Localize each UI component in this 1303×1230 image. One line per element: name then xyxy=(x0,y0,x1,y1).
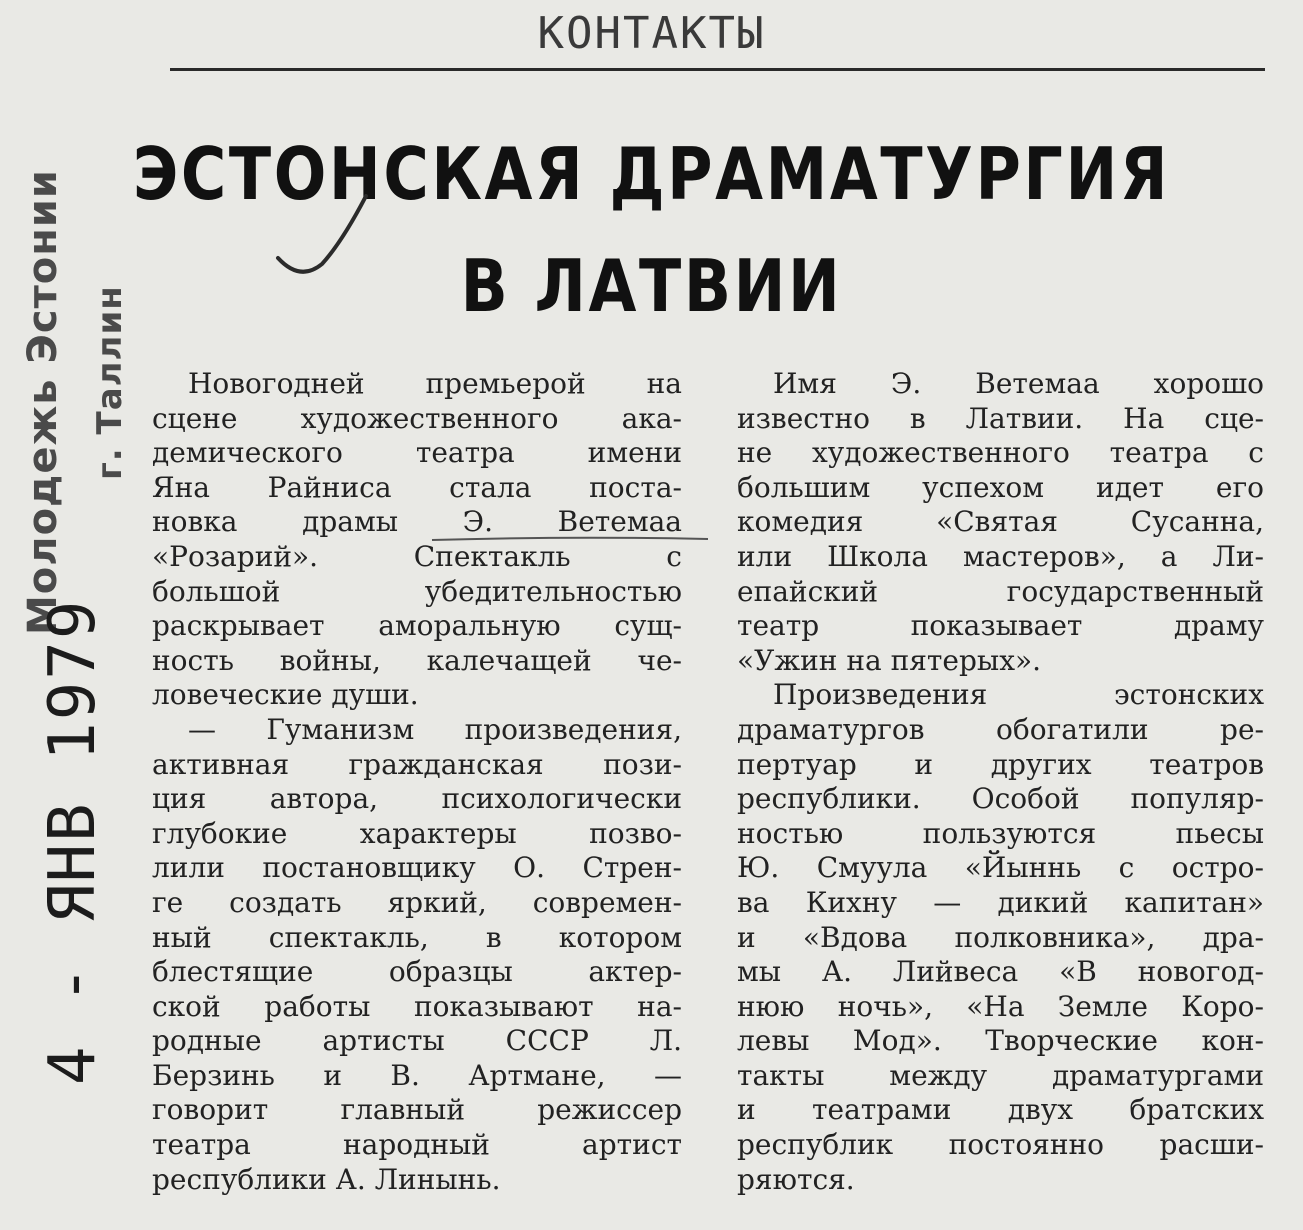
article-line: мы А. Лийвеса «В новогод- xyxy=(737,955,1264,989)
headline-line-1: ЭСТОНСКАЯ ДРАМАТУРГИЯ xyxy=(132,132,1171,216)
article-line: нюю ночь», «На Земле Коро- xyxy=(737,989,1264,1023)
pencil-underline xyxy=(430,534,710,544)
article-line: большим успехом идет его xyxy=(737,470,1264,504)
article-line: Имя Э. Ветемаа хорошо xyxy=(773,367,1264,400)
article-line: республики. Особой популяр- xyxy=(737,782,1264,816)
article-line: родные артисты СССР Л. xyxy=(152,1024,682,1058)
article-line: сцене художественного ака- xyxy=(152,401,682,435)
article-line: ность войны, калечащей че- xyxy=(152,643,682,677)
rubric-rule xyxy=(170,68,1265,71)
article-line: говорит главный режиссер xyxy=(152,1093,682,1127)
article-line: известно в Латвии. На сце- xyxy=(737,401,1264,435)
article-line: лили постановщику О. Стрен- xyxy=(152,851,682,885)
article-line: республики А. Линынь. xyxy=(152,1162,501,1196)
article-line: ге создать яркий, современ- xyxy=(152,885,682,919)
article-line: и театрами двух братских xyxy=(737,1093,1264,1127)
article-line: активная гражданская пози- xyxy=(152,747,682,781)
article-line: епайский государственный xyxy=(737,574,1264,608)
article-line: театра народный артист xyxy=(152,1128,682,1162)
article-line: демического театра имени xyxy=(152,436,682,470)
article-line: и «Вдова полковника», дра- xyxy=(737,920,1264,954)
article-line: — Гуманизм произведения, xyxy=(188,712,682,746)
article-line: театр показывает драму xyxy=(737,609,1264,643)
article-line: такты между драматургами xyxy=(737,1058,1264,1092)
article-line: ловеческие души. xyxy=(152,678,419,712)
article-line: ской работы показывают на- xyxy=(152,989,682,1023)
article-line: не художественного театра с xyxy=(737,436,1264,470)
article-line: ция автора, психологически xyxy=(152,782,682,816)
article-line: республик постоянно расши- xyxy=(737,1128,1264,1162)
article-line: новка драмы Э. Ветемаа xyxy=(152,505,682,539)
article-line: ностью пользуются пьесы xyxy=(737,816,1264,850)
article-line: или Школа мастеров», а Ли- xyxy=(737,539,1264,573)
publication-stamp: Молодежь Эстонии xyxy=(20,169,66,635)
article-line: комедия «Святая Сусанна, xyxy=(737,505,1264,539)
article-line: левы Мод». Творческие кон- xyxy=(737,1024,1264,1058)
article-line: пертуар и других театров xyxy=(737,747,1264,781)
article-line: Берзинь и В. Артмане, — xyxy=(152,1058,682,1092)
section-rubric: КОНТАКТЫ xyxy=(537,8,766,59)
article-line: драматургов обогатили ре- xyxy=(737,712,1264,746)
article-line: ва Кихну — дикий капитан» xyxy=(737,885,1264,919)
city-stamp: г. Таллин xyxy=(90,285,130,480)
article-line: ряются. xyxy=(737,1162,855,1196)
article-line: Произведения эстонских xyxy=(773,678,1264,712)
article-column-left xyxy=(152,367,682,1197)
article-line: глубокие характеры позво- xyxy=(152,816,682,850)
article-line: большой убедительностью xyxy=(152,574,682,608)
article-line: раскрывает аморальную сущ- xyxy=(152,609,682,643)
article-line: «Ужин на пятерых». xyxy=(737,643,1042,677)
date-stamp: 4 - ЯНВ 1979 xyxy=(36,598,110,1085)
article-column-right xyxy=(737,367,1264,1197)
article-line: ный спектакль, в котором xyxy=(152,920,682,954)
article-line: Яна Райниса стала поста- xyxy=(152,470,682,504)
handwritten-check-mark xyxy=(270,190,380,290)
article-line: Новогодней премьерой на xyxy=(188,367,682,400)
article-line: блестящие образцы актер- xyxy=(152,955,682,989)
article-line: «Розарий». Спектакль с xyxy=(152,539,682,573)
headline-line-2: В ЛАТВИИ xyxy=(460,244,843,328)
article-line: Ю. Смуула «Йыннь с остро- xyxy=(737,851,1264,885)
